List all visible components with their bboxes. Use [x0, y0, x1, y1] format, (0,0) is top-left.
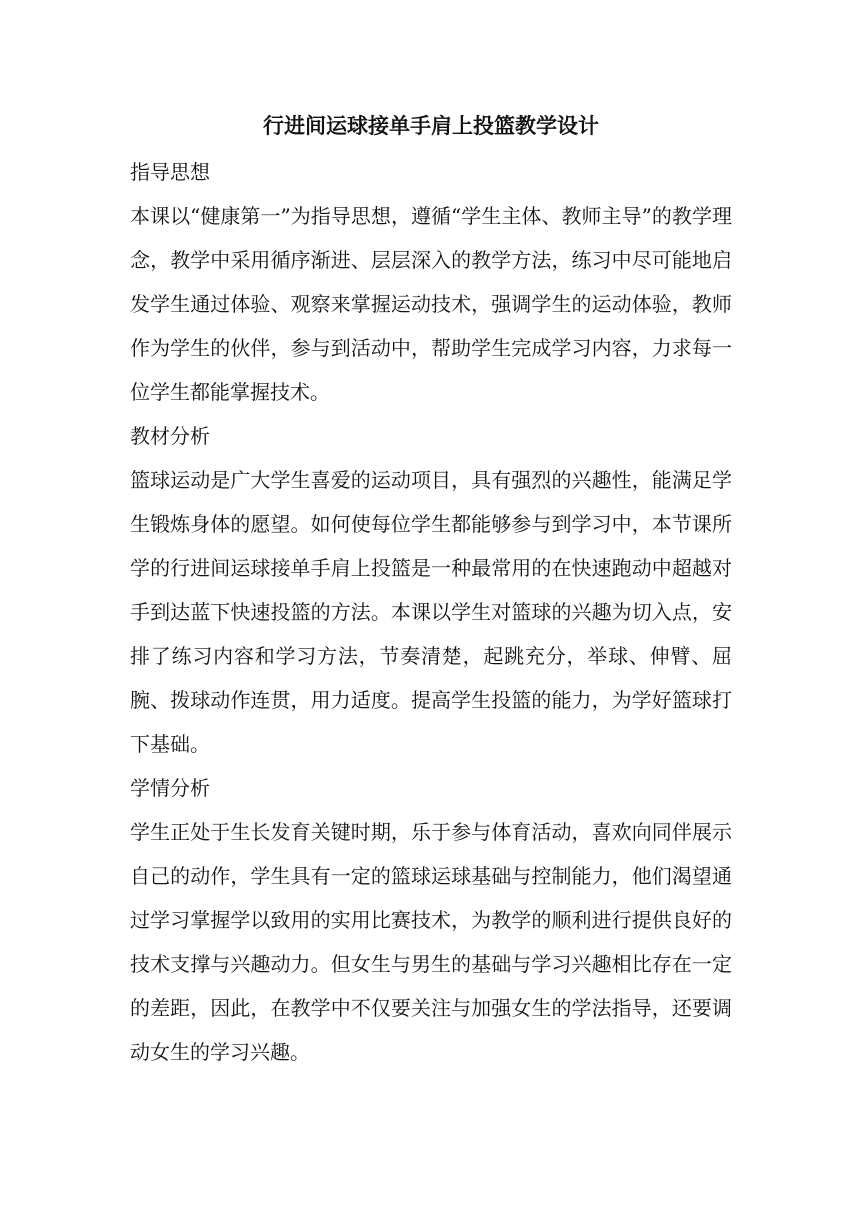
section-body: 学生正处于生长发育关键时期，乐于参与体育活动，喜欢向同伴展示自己的动作，学生具有一定的篮球运球基础与控制能力，他们渴望通过学习掌握学以致用的实用比赛技术，为教学的顺利进行提供良好的技术支撑与兴趣动力。但女生与男生的基础与学习兴趣相比存在一定的差距，因此，在教学中不仅要关注与加强女生的学法指导，还要调动女生的学习兴趣。 — [130, 820, 732, 1064]
section-heading: 学情分析 — [130, 776, 210, 800]
document-page — [130, 104, 732, 1074]
section-body: 本课以“健康第一”为指导思想，遵循“学生主体、教师主导”的教学理念，教学中采用循序渐进、层层深入的教学方法，练习中尽可能地启发学生通过体验、观察来掌握运动技术，强调学生的运动体验，教师作为学生的伙伴，参与到活动中，帮助学生完成学习内容，力求每一位学生都能掌握技术。 — [130, 204, 732, 404]
section-heading: 指导思想 — [130, 160, 210, 184]
section-body: 篮球运动是广大学生喜爱的运动项目，具有强烈的兴趣性，能满足学生锻炼身体的愿望。如何使每位学生都能够参与到学习中，本节课所学的行进间运球接单手肩上投篮是一种最常用的在快速跑动中超越对手到达蓝下快速投篮的方法。本课以学生对篮球的兴趣为切入点，安排了练习内容和学习方法，节奏清楚，起跳充分，举球、伸臂、屈腕、拨球动作连贯，用力适度。提高学生投篮的能力，为学好篮球打下基础。 — [130, 468, 732, 756]
document-title: 行进间运球接单手肩上投篮教学设计 — [263, 113, 599, 138]
section-guiding-ideology — [130, 150, 732, 414]
section-student-analysis — [130, 766, 732, 1074]
section-heading: 教材分析 — [130, 424, 210, 448]
section-textbook-analysis — [130, 414, 732, 766]
